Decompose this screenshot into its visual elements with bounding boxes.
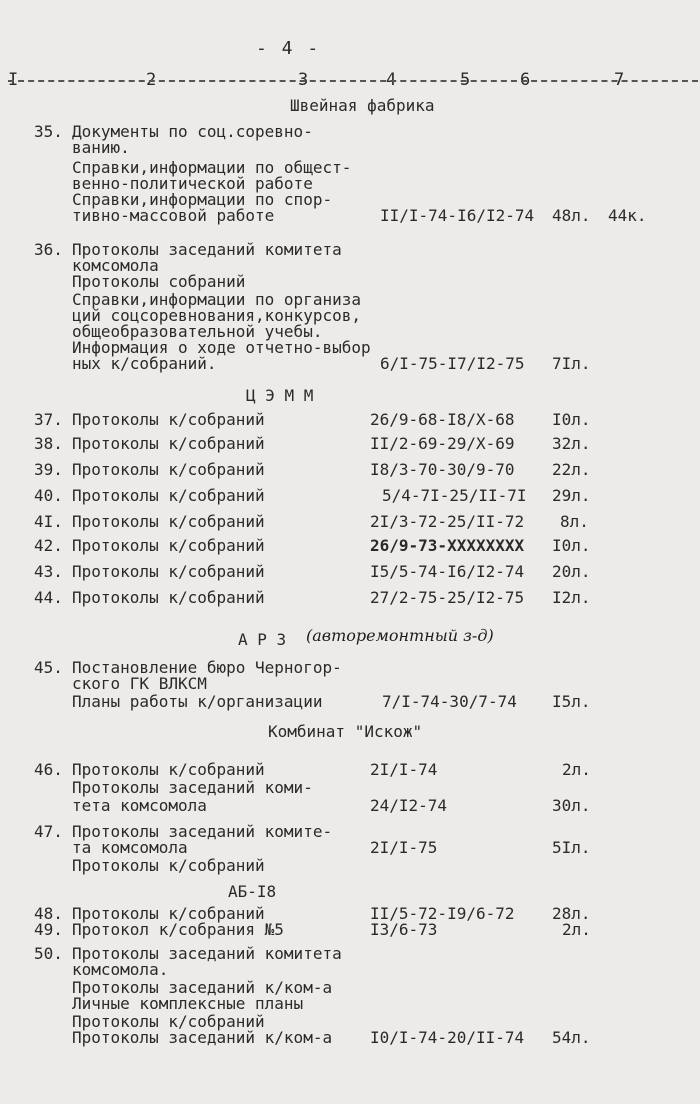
- item-dates: I5/5-74-I6/I2-74: [370, 562, 525, 581]
- item-number: 46.: [34, 760, 63, 779]
- item-number: 48.: [34, 904, 63, 923]
- item-number: 44.: [34, 588, 63, 607]
- item-line: Протоколы заседаний к/ком-а: [72, 978, 333, 997]
- item-sheets: I5л.: [552, 692, 591, 711]
- item-sheets: 28л.: [552, 904, 591, 923]
- item-sheets: I0л.: [552, 536, 591, 555]
- item-line: общеобразовательной учебы.: [72, 322, 323, 341]
- item-number: 4I.: [34, 512, 63, 531]
- item-line: Протоколы собраний: [72, 272, 246, 291]
- item-line: Информация о ходе отчетно-выбор: [72, 338, 371, 357]
- item-sheets: 5Iл.: [552, 838, 591, 857]
- item-line: Протоколы заседаний к/ком-а: [72, 1028, 333, 1047]
- item-number: 38.: [34, 434, 63, 453]
- item-sheets: I2л.: [552, 588, 591, 607]
- column-3-header: 3: [298, 70, 309, 90]
- item-dates: I3/6-73: [370, 920, 438, 939]
- item-number: 43.: [34, 562, 63, 581]
- item-dates: I0/I-74-20/II-74: [370, 1028, 525, 1047]
- item-line: ций соцсоревнования,конкурсов,: [72, 306, 361, 325]
- column-7-header: 7: [614, 70, 625, 90]
- column-header-row: [0, 64, 700, 94]
- item-line: Протоколы к/собраний: [72, 460, 265, 479]
- item-line: Постановление бюро Черногор-: [72, 658, 342, 677]
- item-line: Протоколы к/собраний: [72, 588, 265, 607]
- item-dates: II/I-74-I6/I2-74: [380, 206, 535, 225]
- item-dates: 6/I-75-I7/I2-75: [380, 354, 525, 373]
- item-number: 47.: [34, 822, 63, 841]
- header-dash-line: [8, 80, 698, 82]
- item-dates: II/2-69-29/X-69: [370, 434, 515, 453]
- item-line: Протоколы к/собраний: [72, 904, 265, 923]
- item-dates: 7/I-74-30/7-74: [382, 692, 517, 711]
- item-line: комсомола.: [72, 960, 169, 979]
- section-title: Комбинат "Искож": [268, 722, 423, 741]
- item-sheets: 29л.: [552, 486, 591, 505]
- item-line: Протоколы к/собраний: [72, 856, 265, 875]
- item-sheets: 54л.: [552, 1028, 591, 1047]
- handwritten-note: (авторемонтный з-д): [306, 626, 494, 645]
- item-line: Протоколы к/собраний: [72, 536, 265, 555]
- item-sheets: 22л.: [552, 460, 591, 479]
- item-sheets: 2л.: [562, 760, 591, 779]
- page-number: - 4 -: [256, 38, 321, 59]
- item-line: Протокол к/собрания №5: [72, 920, 284, 939]
- item-sheets: 30л.: [552, 796, 591, 815]
- item-dates: 2I/3-72-25/II-72: [370, 512, 525, 531]
- item-sheets: 2л.: [562, 920, 591, 939]
- item-line: комсомола: [72, 256, 159, 275]
- item-line: Справки,информации по общест-: [72, 158, 352, 177]
- item-line: Протоколы заседаний коми-: [72, 778, 313, 797]
- item-number: 37.: [34, 410, 63, 429]
- section-title: Швейная фабрика: [290, 96, 435, 115]
- item-line: Протоколы к/собраний: [72, 410, 265, 429]
- item-number: 39.: [34, 460, 63, 479]
- item-number: 36.: [34, 240, 63, 259]
- item-number: 40.: [34, 486, 63, 505]
- item-dates: 2I/I-74: [370, 760, 438, 779]
- item-line: Протоколы к/собраний: [72, 562, 265, 581]
- item-sheets: 20л.: [552, 562, 591, 581]
- item-line: Планы работы к/организации: [72, 692, 323, 711]
- item-line: Протоколы к/собраний: [72, 1012, 265, 1031]
- item-number: 35.: [34, 122, 63, 141]
- item-dates: 5/4-7I-25/II-7I: [382, 486, 527, 505]
- item-number: 50.: [34, 944, 63, 963]
- item-line: Справки,информации по организа: [72, 290, 361, 309]
- column-1-header: I: [8, 70, 19, 90]
- item-line: та комсомола: [72, 838, 188, 857]
- item-line: тета комсомола: [72, 796, 207, 815]
- item-line: Протоколы к/собраний: [72, 760, 265, 779]
- item-line: Протоколы к/собраний: [72, 512, 265, 531]
- item-line: ных к/собраний.: [72, 354, 217, 373]
- item-sheets: 32л.: [552, 434, 591, 453]
- item-dates: 26/9-68-I8/X-68: [370, 410, 515, 429]
- item-line: ванию.: [72, 138, 130, 157]
- item-sheets: 48л.: [552, 206, 591, 225]
- item-dates: I8/3-70-30/9-70: [370, 460, 515, 479]
- item-line: Документы по соц.соревно-: [72, 122, 313, 141]
- section-title: Ц Э М М: [246, 386, 314, 405]
- item-number: 45.: [34, 658, 63, 677]
- item-line: Протоколы заседаний комитета: [72, 240, 342, 259]
- item-line: венно-политической работе: [72, 174, 313, 193]
- item-line: Протоколы заседаний комите-: [72, 822, 333, 841]
- item-sheets: 8л.: [560, 512, 589, 531]
- item-dates: II/5-72-I9/6-72: [370, 904, 515, 923]
- item-line: тивно-массовой работе: [72, 206, 275, 225]
- column-5-header: 5: [460, 70, 471, 90]
- item-sheets: 7Iл.: [552, 354, 591, 373]
- item-number: 42.: [34, 536, 63, 555]
- item-dates: 27/2-75-25/I2-75: [370, 588, 525, 607]
- item-line: Личные комплексные планы: [72, 994, 304, 1013]
- section-title: АБ-I8: [228, 882, 277, 901]
- column-2-header: 2: [146, 70, 157, 90]
- item-number: 49.: [34, 920, 63, 939]
- item-dates: 24/I2-74: [370, 796, 448, 815]
- item-dates: 26/9-73-XXXXXXXX: [370, 536, 525, 555]
- item-line: Справки,информации по спор-: [72, 190, 333, 209]
- column-6-header: 6: [520, 70, 531, 90]
- column-4-header: 4: [386, 70, 397, 90]
- item-line: Протоколы заседаний комитета: [72, 944, 342, 963]
- item-line: Протоколы к/собраний: [72, 434, 265, 453]
- item-note: 44к.: [608, 206, 647, 225]
- section-title: А Р З: [238, 630, 287, 649]
- item-line: ского ГК ВЛКСМ: [72, 674, 207, 693]
- item-line: Протоколы к/собраний: [72, 486, 265, 505]
- item-sheets: I0л.: [552, 410, 591, 429]
- item-dates: 2I/I-75: [370, 838, 438, 857]
